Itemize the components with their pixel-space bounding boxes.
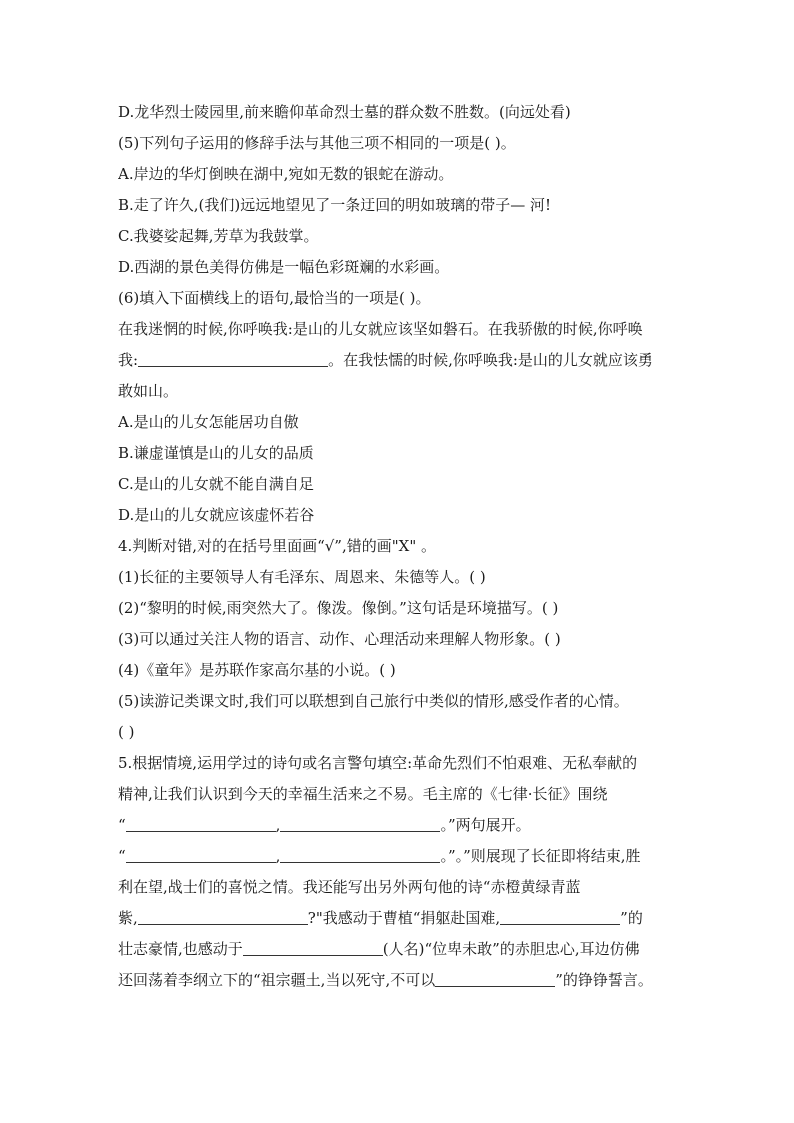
q3-6-option-c: C.是山的儿女就不能自满自足 xyxy=(118,475,314,493)
q5-line4-comma: , xyxy=(275,847,281,865)
q5-line8-pre: 还回荡着李纲立下的“祖宗疆土,当以死守,不可以 xyxy=(118,971,436,989)
q4-title: 4.判断对错,对的在括号里面画“√”,错的画"X" 。 xyxy=(118,537,436,555)
q5-blank-1[interactable] xyxy=(126,814,276,832)
q5-line4 xyxy=(118,841,684,872)
q5-line3-open-quote: “ xyxy=(118,816,126,834)
q3-6-passage-pre: 我: xyxy=(118,351,139,369)
q3-5-option-d: D.西湖的景色美得仿佛是一幅色彩斑斓的水彩画。 xyxy=(118,258,450,276)
q5-line6 xyxy=(118,903,684,934)
q3-5-option-b: B.走了许久,(我们)远远地望见了一条迂回的明如玻璃的带子— 河! xyxy=(118,196,552,214)
q4-item-3: (3)可以通过关注人物的语言、动作、心理活动来理解人物形象。( ) xyxy=(118,630,561,648)
q3-5-option-a: A.岸边的华灯倒映在湖中,宛如无数的银蛇在游动。 xyxy=(118,165,454,183)
q5-line7-post: (人名)“位卑未敢”的赤胆忠心,耳边仿佛 xyxy=(382,940,640,958)
q4-item-5: (5)读游记类课文时,我们可以联想到自己旅行中类似的情形,感受作者的心情。 xyxy=(118,692,629,710)
q5-line4-close: 。”。”则展现了长征即将结束,胜 xyxy=(440,847,641,865)
q5-blank-2[interactable] xyxy=(280,814,440,832)
q3-6-option-a: A.是山的儿女怎能居功自傲 xyxy=(118,413,299,431)
q5-blank-4[interactable] xyxy=(280,845,440,863)
q5-line5: 利在望,战士们的喜悦之情。我还能写出另外两句他的诗“赤橙黄绿青蓝 xyxy=(118,878,581,896)
q4-item-4: (4)《童年》是苏联作家高尔基的小说。( ) xyxy=(118,661,396,679)
q5-blank-8[interactable] xyxy=(435,969,555,987)
q5-line2: 精神,让我们认识到今天的幸福生活来之不易。毛主席的《七律·长征》围绕 xyxy=(118,785,608,803)
q5-line6-post: ”的 xyxy=(620,909,643,927)
q3-6-passage-line3: 敢如山。 xyxy=(118,382,179,400)
q5-line8-post: ”的铮铮誓言。 xyxy=(555,971,653,989)
q5-line7-pre: 壮志豪情,也感动于 xyxy=(118,940,243,958)
q5-line3-close: 。”两句展开。 xyxy=(440,816,531,834)
q5-line1: 5.根据情境,运用学过的诗句或名言警句填空:革命先烈们不怕艰难、无私奉献的 xyxy=(118,754,638,772)
q4-item-1: (1)长征的主要领导人有毛泽东、周恩来、朱德等人。( ) xyxy=(118,568,486,586)
worksheet-page xyxy=(118,97,684,996)
q3-6-option-d: D.是山的儿女就应该虚怀若谷 xyxy=(118,506,315,524)
q3-6-passage-line2 xyxy=(118,345,684,376)
q5-line3 xyxy=(118,810,684,841)
q5-blank-5[interactable] xyxy=(138,907,308,925)
q5-blank-6[interactable] xyxy=(500,907,620,925)
q3-6-answer-blank[interactable] xyxy=(138,349,328,367)
q4-item-5-bracket: ( ) xyxy=(118,723,135,741)
q3-6-question: (6)填入下面横线上的语句,最恰当的一项是( )。 xyxy=(118,289,431,307)
q3-5-question: (5)下列句子运用的修辞手法与其他三项不相同的一项是( )。 xyxy=(118,134,516,152)
q4-item-2: (2)“黎明的时候,雨突然大了。像泼。像倒。”这句话是环境描写。( ) xyxy=(118,599,559,617)
q3-5-prev-option-d: D.龙华烈士陵园里,前来瞻仰革命烈士墓的群众数不胜数。(向远处看) xyxy=(118,103,571,121)
q5-blank-7[interactable] xyxy=(243,938,383,956)
q5-line6-mid: ?"我感动于曹植“捐躯赴国难, xyxy=(307,909,501,927)
q5-line8 xyxy=(118,965,684,996)
q5-line3-comma: , xyxy=(275,816,281,834)
q3-6-option-b: B.谦虚谨慎是山的儿女的品质 xyxy=(118,444,314,462)
q3-6-passage-line1: 在我迷惘的时候,你呼唤我:是山的儿女就应该坚如磐石。在我骄傲的时候,你呼唤 xyxy=(118,320,643,338)
q5-blank-3[interactable] xyxy=(126,845,276,863)
q3-5-option-c: C.我婆娑起舞,芳草为我鼓掌。 xyxy=(118,227,319,245)
q5-line7 xyxy=(118,934,684,965)
q5-line4-open-quote: “ xyxy=(118,847,126,865)
q5-line6-pre: 紫, xyxy=(118,909,138,927)
q3-6-passage-post: 。在我怯懦的时候,你呼唤我:是山的儿女就应该勇 xyxy=(328,351,653,369)
